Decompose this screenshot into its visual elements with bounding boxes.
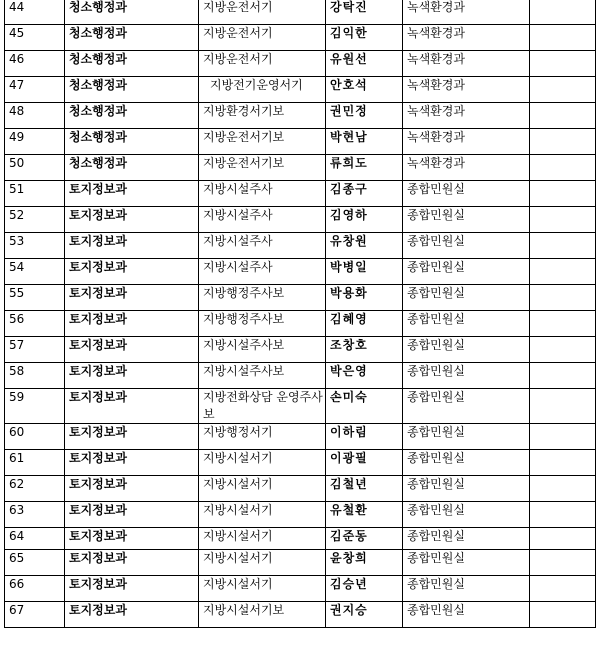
rank-cell: 지방전기운영서기 <box>199 77 326 103</box>
table-row <box>5 25 596 51</box>
rank-cell: 지방행정서기 <box>199 424 326 450</box>
person-name-cell: 이하림 <box>326 424 403 450</box>
department-cell: 청소행정과 <box>65 51 199 77</box>
row-number: 67 <box>5 602 65 628</box>
table-row <box>5 259 596 285</box>
department-cell: 토지정보과 <box>65 424 199 450</box>
department-cell: 토지정보과 <box>65 285 199 311</box>
table-row <box>5 337 596 363</box>
table-row <box>5 207 596 233</box>
rank-cell: 지방행정주사보 <box>199 311 326 337</box>
person-name-cell: 조창호 <box>326 337 403 363</box>
table-row <box>5 389 596 424</box>
note-cell <box>530 259 596 285</box>
assignment-cell: 녹색환경과 <box>403 0 530 25</box>
row-number: 59 <box>5 389 65 424</box>
rank-cell: 지방시설주사보 <box>199 363 326 389</box>
assignment-cell: 종합민원실 <box>403 502 530 528</box>
row-number: 62 <box>5 476 65 502</box>
note-cell <box>530 363 596 389</box>
rank-cell: 지방시설서기 <box>199 576 326 602</box>
row-number: 47 <box>5 77 65 103</box>
department-cell: 토지정보과 <box>65 259 199 285</box>
department-cell: 토지정보과 <box>65 550 199 576</box>
assignment-cell: 종합민원실 <box>403 476 530 502</box>
assignment-cell: 종합민원실 <box>403 576 530 602</box>
table-row <box>5 233 596 259</box>
rank-cell: 지방시설주사 <box>199 207 326 233</box>
assignment-cell: 종합민원실 <box>403 450 530 476</box>
note-cell <box>530 602 596 628</box>
note-cell <box>530 576 596 602</box>
row-number: 48 <box>5 103 65 129</box>
person-name-cell: 윤창희 <box>326 550 403 576</box>
note-cell <box>530 528 596 550</box>
row-number: 54 <box>5 259 65 285</box>
rank-cell: 지방운전서기 <box>199 51 326 77</box>
person-name-cell: 박병일 <box>326 259 403 285</box>
assignment-cell: 종합민원실 <box>403 337 530 363</box>
note-cell <box>530 337 596 363</box>
rank-cell: 지방시설서기 <box>199 450 326 476</box>
table-row <box>5 77 596 103</box>
rank-cell: 지방운전서기 <box>199 25 326 51</box>
table-row <box>5 363 596 389</box>
person-name-cell: 김혜영 <box>326 311 403 337</box>
assignment-cell: 종합민원실 <box>403 363 530 389</box>
note-cell <box>530 77 596 103</box>
department-cell: 토지정보과 <box>65 450 199 476</box>
department-cell: 토지정보과 <box>65 528 199 550</box>
row-number: 50 <box>5 155 65 181</box>
row-number: 58 <box>5 363 65 389</box>
rank-cell: 지방시설서기 <box>199 550 326 576</box>
note-cell <box>530 51 596 77</box>
table-row <box>5 576 596 602</box>
department-cell: 청소행정과 <box>65 103 199 129</box>
note-cell <box>530 181 596 207</box>
row-number: 53 <box>5 233 65 259</box>
rank-cell: 지방시설주사 <box>199 233 326 259</box>
rank-cell: 지방운전서기보 <box>199 155 326 181</box>
note-cell <box>530 476 596 502</box>
note-cell <box>530 424 596 450</box>
rank-cell: 지방전화상담 운영주사보 <box>199 389 326 424</box>
assignment-cell: 종합민원실 <box>403 528 530 550</box>
rank-cell: 지방시설서기보 <box>199 602 326 628</box>
note-cell <box>530 207 596 233</box>
note-cell <box>530 103 596 129</box>
row-number: 66 <box>5 576 65 602</box>
table-row <box>5 103 596 129</box>
rank-cell: 지방시설주사 <box>199 259 326 285</box>
table-row <box>5 550 596 576</box>
department-cell: 청소행정과 <box>65 155 199 181</box>
row-number: 56 <box>5 311 65 337</box>
table-row <box>5 502 596 528</box>
person-name-cell: 손미숙 <box>326 389 403 424</box>
person-name-cell: 류희도 <box>326 155 403 181</box>
assignment-cell: 종합민원실 <box>403 602 530 628</box>
row-number: 64 <box>5 528 65 550</box>
department-cell: 청소행정과 <box>65 0 199 25</box>
row-number: 61 <box>5 450 65 476</box>
rank-cell: 지방시설서기 <box>199 528 326 550</box>
rank-cell: 지방시설주사보 <box>199 337 326 363</box>
row-number: 57 <box>5 337 65 363</box>
person-name-cell: 유창원 <box>326 233 403 259</box>
person-name-cell: 이광필 <box>326 450 403 476</box>
table-row <box>5 129 596 155</box>
person-name-cell: 박현남 <box>326 129 403 155</box>
rank-cell: 지방시설서기 <box>199 476 326 502</box>
row-number: 52 <box>5 207 65 233</box>
table-row <box>5 450 596 476</box>
assignment-cell: 종합민원실 <box>403 181 530 207</box>
department-cell: 토지정보과 <box>65 602 199 628</box>
person-name-cell: 김익한 <box>326 25 403 51</box>
person-name-cell: 안호석 <box>326 77 403 103</box>
assignment-cell: 녹색환경과 <box>403 129 530 155</box>
person-name-cell: 김준동 <box>326 528 403 550</box>
department-cell: 토지정보과 <box>65 363 199 389</box>
assignment-cell: 종합민원실 <box>403 233 530 259</box>
note-cell <box>530 129 596 155</box>
person-name-cell: 김철년 <box>326 476 403 502</box>
table-row <box>5 51 596 77</box>
assignment-cell: 녹색환경과 <box>403 51 530 77</box>
department-cell: 토지정보과 <box>65 476 199 502</box>
assignment-cell: 종합민원실 <box>403 389 530 424</box>
assignment-cell: 종합민원실 <box>403 207 530 233</box>
department-cell: 토지정보과 <box>65 311 199 337</box>
row-number: 49 <box>5 129 65 155</box>
row-number: 44 <box>5 0 65 25</box>
note-cell <box>530 155 596 181</box>
note-cell <box>530 502 596 528</box>
department-cell: 토지정보과 <box>65 181 199 207</box>
person-name-cell: 김승년 <box>326 576 403 602</box>
row-number: 63 <box>5 502 65 528</box>
rank-cell: 지방시설주사 <box>199 181 326 207</box>
assignment-cell: 종합민원실 <box>403 424 530 450</box>
department-cell: 토지정보과 <box>65 576 199 602</box>
row-number: 46 <box>5 51 65 77</box>
assignment-cell: 종합민원실 <box>403 311 530 337</box>
department-cell: 청소행정과 <box>65 25 199 51</box>
department-cell: 토지정보과 <box>65 207 199 233</box>
table-row <box>5 424 596 450</box>
assignment-cell: 종합민원실 <box>403 285 530 311</box>
person-name-cell: 김종구 <box>326 181 403 207</box>
person-name-cell: 박용화 <box>326 285 403 311</box>
department-cell: 토지정보과 <box>65 337 199 363</box>
row-number: 45 <box>5 25 65 51</box>
table-row <box>5 0 596 25</box>
rank-cell: 지방행정주사보 <box>199 285 326 311</box>
note-cell <box>530 311 596 337</box>
table-row <box>5 155 596 181</box>
assignment-cell: 녹색환경과 <box>403 155 530 181</box>
rank-cell: 지방운전서기보 <box>199 129 326 155</box>
assignment-cell: 녹색환경과 <box>403 77 530 103</box>
person-name-cell: 강탁진 <box>326 0 403 25</box>
row-number: 65 <box>5 550 65 576</box>
table-row <box>5 181 596 207</box>
table-row <box>5 311 596 337</box>
person-name-cell: 권민정 <box>326 103 403 129</box>
table-row <box>5 528 596 550</box>
note-cell <box>530 550 596 576</box>
person-name-cell: 김영하 <box>326 207 403 233</box>
row-number: 55 <box>5 285 65 311</box>
personnel-table <box>4 0 596 628</box>
rank-cell: 지방환경서기보 <box>199 103 326 129</box>
assignment-cell: 녹색환경과 <box>403 103 530 129</box>
person-name-cell: 박은영 <box>326 363 403 389</box>
person-name-cell: 유철환 <box>326 502 403 528</box>
personnel-table-body <box>5 0 596 628</box>
person-name-cell: 유원선 <box>326 51 403 77</box>
note-cell <box>530 389 596 424</box>
person-name-cell: 권지승 <box>326 602 403 628</box>
note-cell <box>530 25 596 51</box>
note-cell <box>530 0 596 25</box>
department-cell: 토지정보과 <box>65 233 199 259</box>
department-cell: 토지정보과 <box>65 502 199 528</box>
department-cell: 청소행정과 <box>65 129 199 155</box>
note-cell <box>530 233 596 259</box>
table-row <box>5 285 596 311</box>
table-row <box>5 602 596 628</box>
rank-cell: 지방운전서기 <box>199 0 326 25</box>
assignment-cell: 녹색환경과 <box>403 25 530 51</box>
note-cell <box>530 450 596 476</box>
assignment-cell: 종합민원실 <box>403 550 530 576</box>
department-cell: 청소행정과 <box>65 77 199 103</box>
row-number: 51 <box>5 181 65 207</box>
row-number: 60 <box>5 424 65 450</box>
assignment-cell: 종합민원실 <box>403 259 530 285</box>
note-cell <box>530 285 596 311</box>
table-row <box>5 476 596 502</box>
rank-cell: 지방시설서기 <box>199 502 326 528</box>
department-cell: 토지정보과 <box>65 389 199 424</box>
